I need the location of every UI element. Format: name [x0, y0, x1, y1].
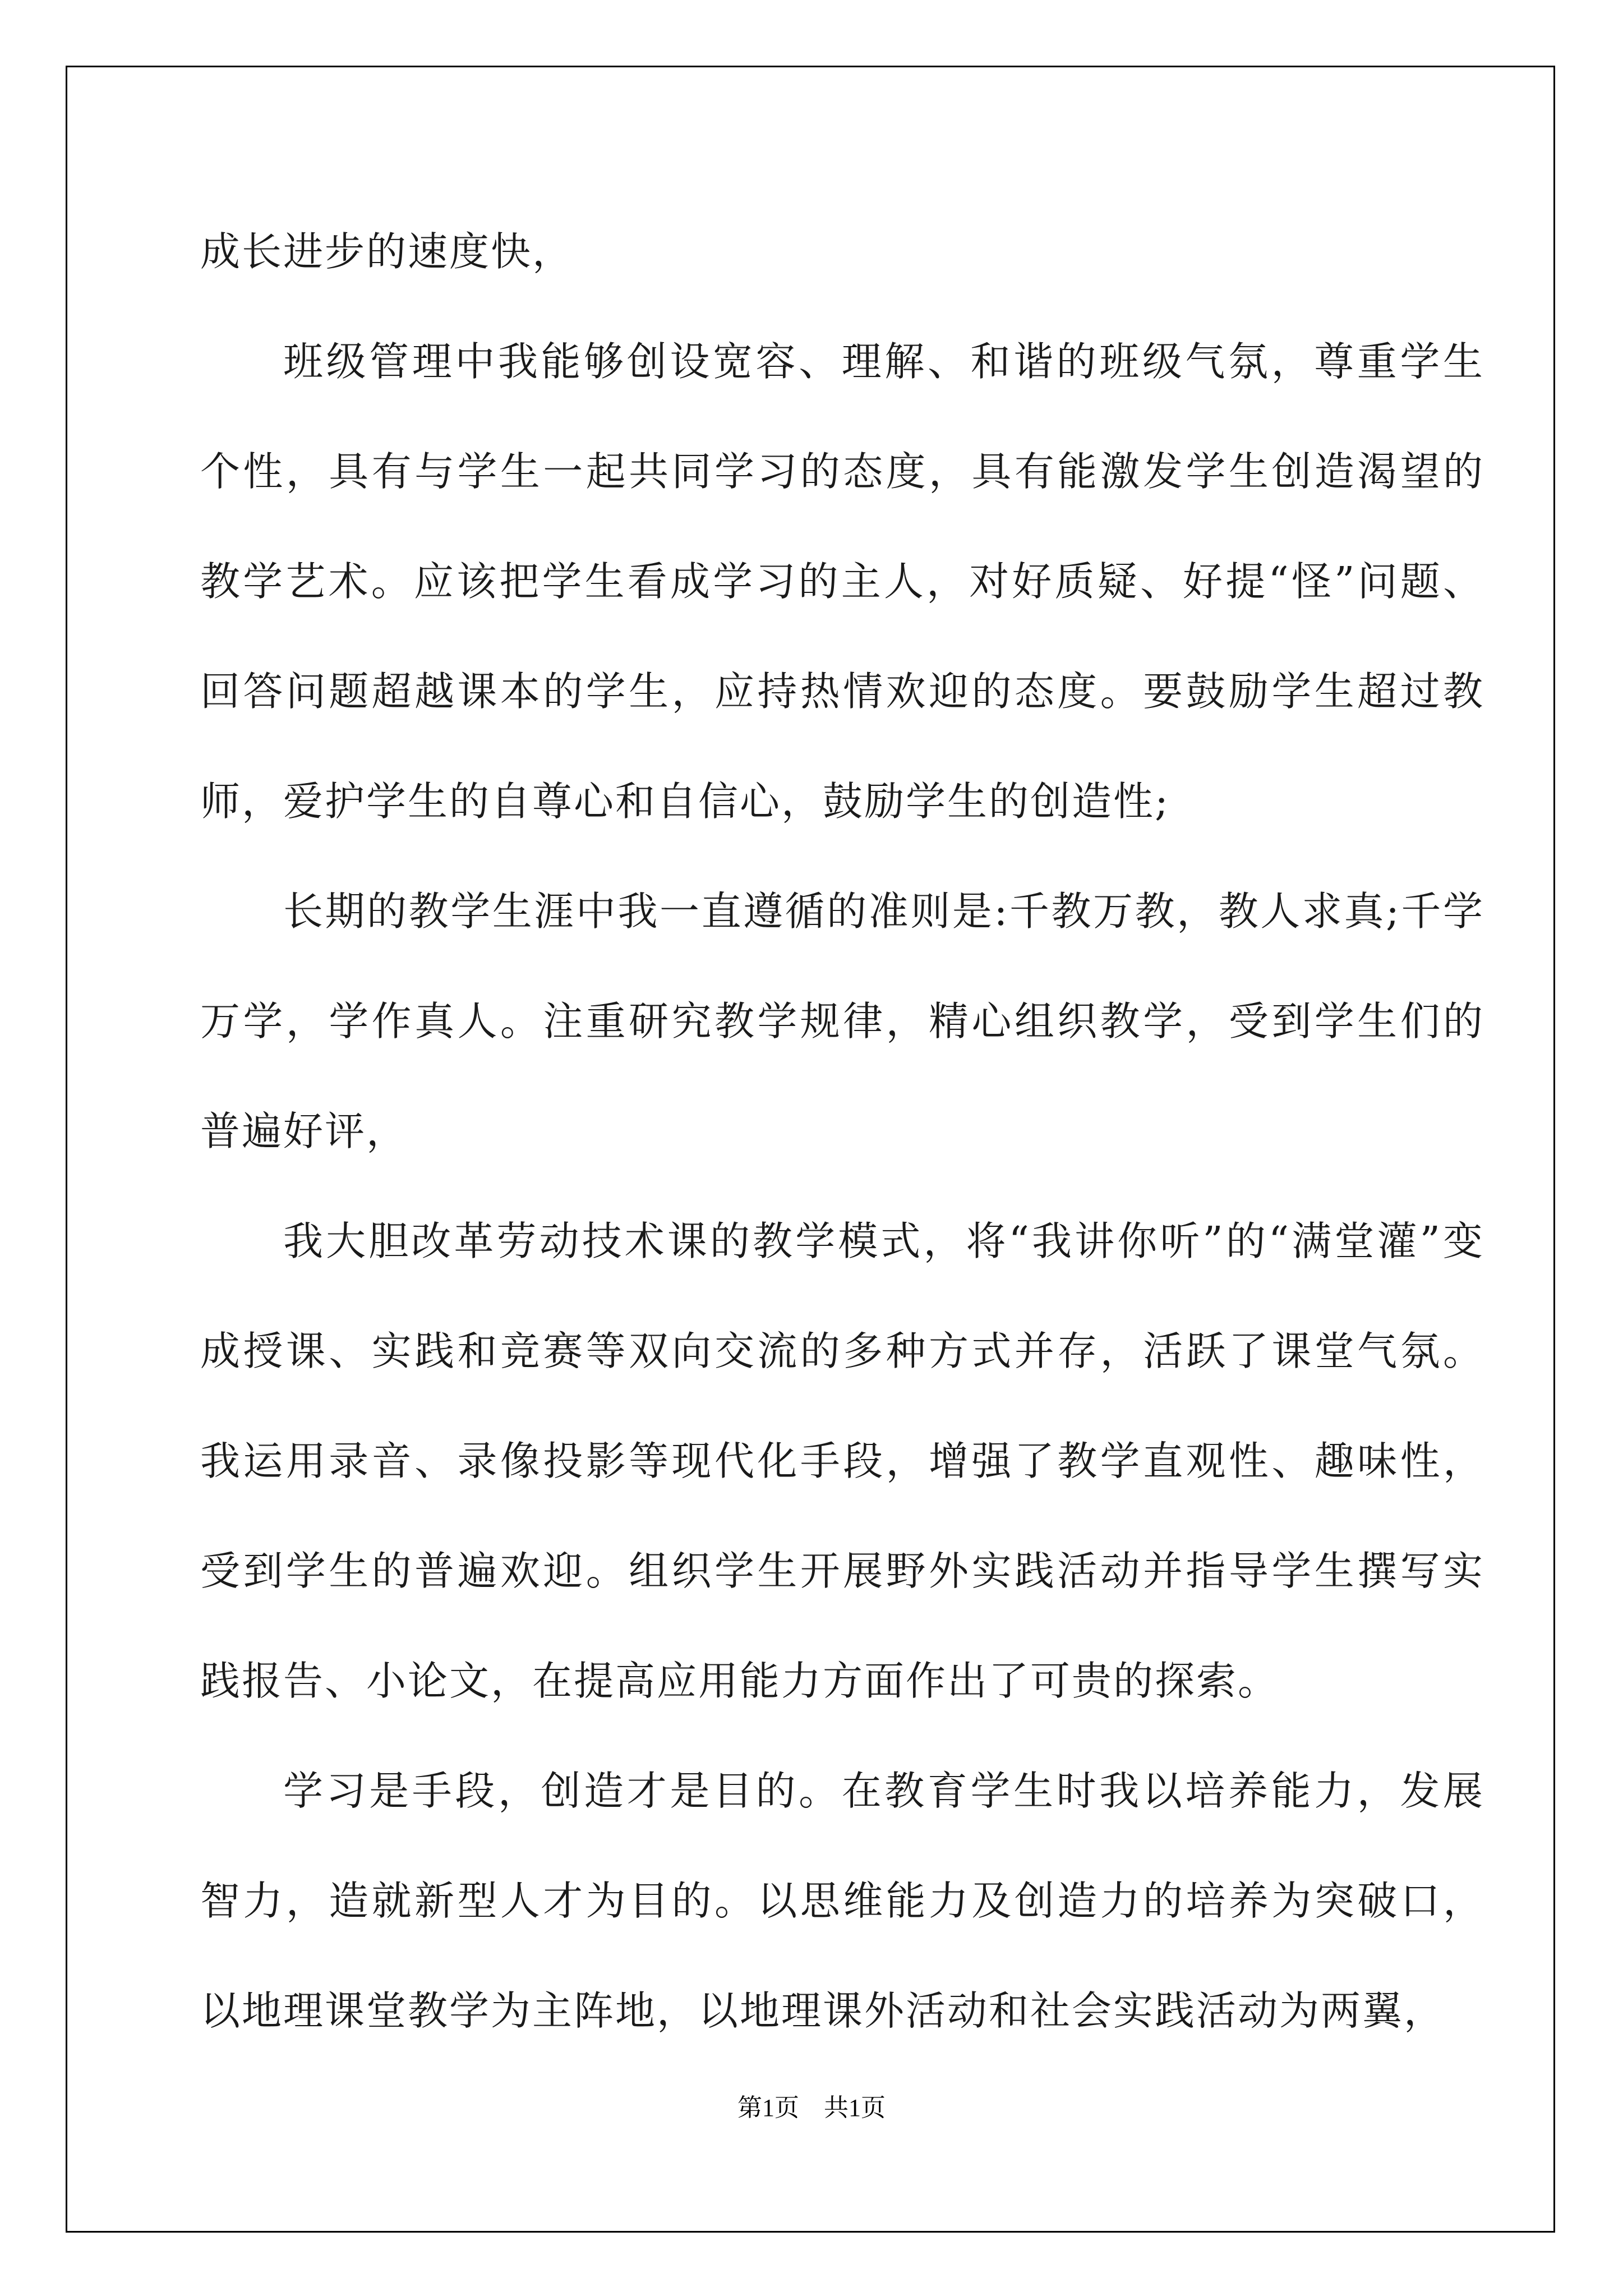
paragraph-4: 我大胆改革劳动技术课的教学模式，将“我讲你听”的“满堂灌”变成授课、实践和竞赛等双向交流的多种方式并存，活跃了课堂气氛。我运用录音、录像投影等现代化手段，增强了教学直观性、趣味性，受到学生的普遍欢迎。组织学生开展野外实践活动并指导学生撰写实践报告、小论文，在提高应用能力方面作出了可贵的探索。 — [200, 1218, 1484, 1704]
paragraph-2: 班级管理中我能够创设宽容、理解、和谐的班级气氛，尊重学生个性，具有与学生一起共同学习的态度，具有能激发学生创造渴望的教学艺术。应该把学生看成学习的主人，对好质疑、好提“怪”问题、回答问题超越课本的学生，应持热情欢迎的态度。要鼓励学生超过教师，爱护学生的自尊心和自信心，鼓励学生的创造性; — [200, 338, 1484, 825]
paragraph-3: 长期的教学生涯中我一直遵循的准则是:千教万教，教人求真;千学万学，学作真人。注重研究教学规律，精心组织教学，受到学生们的普遍好评， — [200, 888, 1484, 1154]
page-total: 共1页 — [824, 2094, 886, 2122]
paragraph-5: 学习是手段，创造才是目的。在教育学生时我以培养能力，发展智力，造就新型人才为目的。以思维能力及创造力的培养为突破口，以地理课堂教学为主阵地，以地理课外活动和社会实践活动为两翼， — [200, 1768, 1484, 2034]
page-footer — [0, 2091, 1623, 2125]
page-number: 第1页 — [737, 2094, 799, 2122]
document-body — [200, 197, 1484, 2066]
paragraph-1: 成长进步的速度快， — [200, 228, 574, 275]
